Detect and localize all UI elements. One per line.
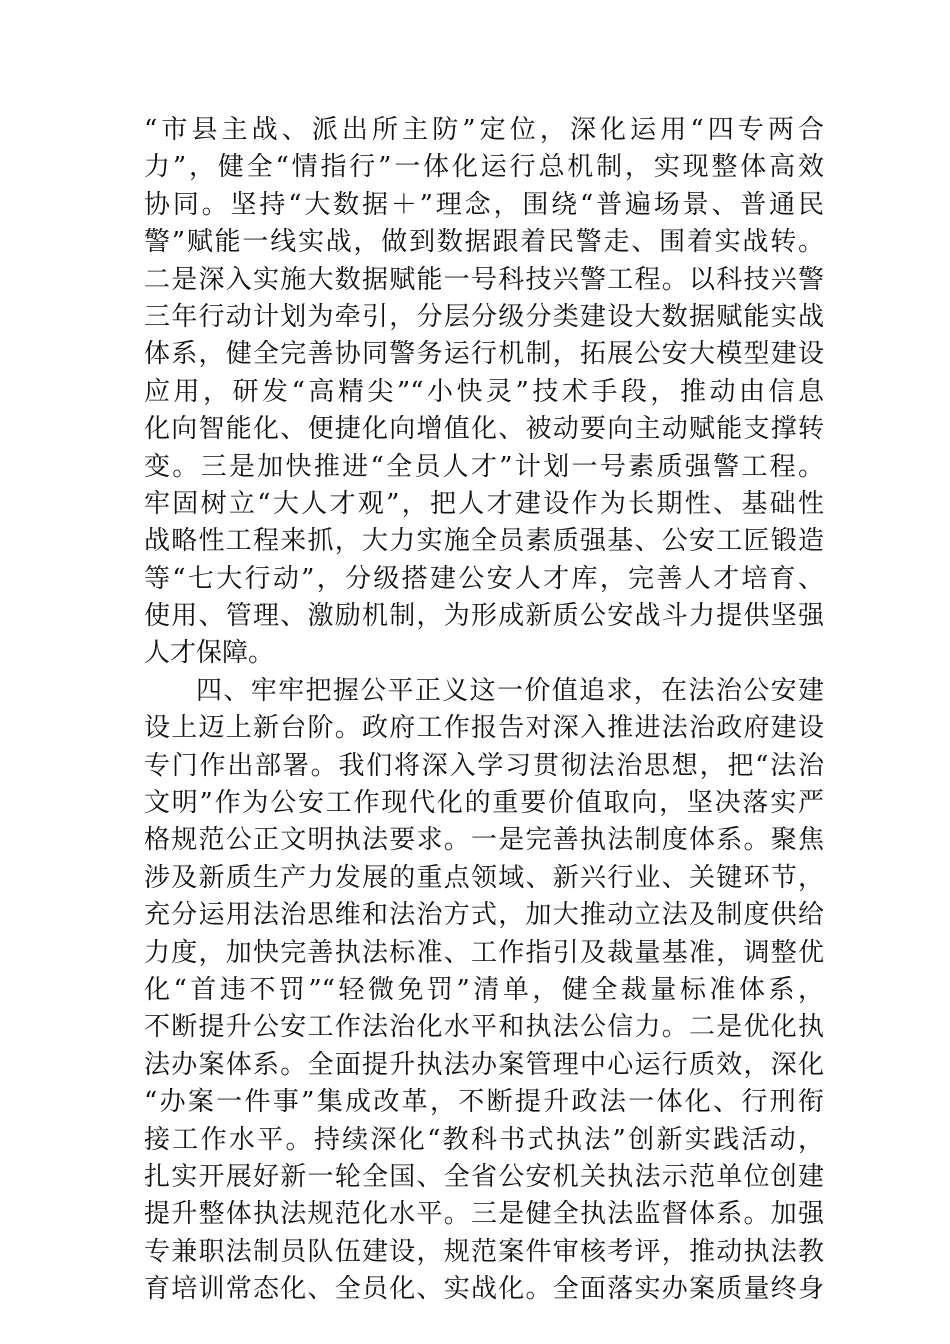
text-line: 接工作水平。持续深化“教科书式执法”创新实践活动，	[144, 1124, 824, 1155]
text-line: 涉及新质生产力发展的重点领域、新兴行业、关键环节，	[144, 862, 824, 893]
text-line: 应用，研发“高精尖”“小快灵”技术手段，推动由信息	[144, 376, 824, 407]
text-line: 化“首违不罚”“轻微免罚”清单，健全裁量标准体系，	[144, 974, 824, 1005]
text-line: 法办案体系。全面提升执法办案管理中心运行质效，深化	[144, 1049, 824, 1080]
text-line: 文明”作为公安工作现代化的重要价值取向，坚决落实严	[144, 788, 824, 819]
text-line: 牢固树立“大人才观”，把人才建设作为长期性、基础性	[144, 488, 824, 519]
text-line: 二是深入实施大数据赋能一号科技兴警工程。以科技兴警	[144, 264, 824, 295]
text-line: 充分运用法治思维和法治方式，加大推动立法及制度供给	[144, 900, 824, 931]
text-line: 力”，健全“情指行”一体化运行总机制，实现整体高效	[144, 152, 824, 183]
text-line: 三年行动计划为牵引，分层分级分类建设大数据赋能实战	[144, 301, 824, 332]
text-line: 提升整体执法规范化水平。三是健全执法监督体系。加强	[144, 1199, 824, 1230]
text-line: 化向智能化、便捷化向增值化、被动要向主动赋能支撑转	[144, 414, 824, 445]
text-line: “办案一件事”集成改革，不断提升政法一体化、行刑衔	[144, 1087, 824, 1118]
text-line: 使用、管理、激励机制，为形成新质公安战斗力提供坚强	[144, 601, 824, 632]
text-line: 专门作出部署。我们将深入学习贯彻法治思想，把“法治	[144, 750, 824, 781]
body-text	[144, 112, 824, 1309]
text-line: 设上迈上新台阶。政府工作报告对深入推进法治政府建设	[144, 713, 824, 744]
text-line: 扎实开展好新一轮全国、全省公安机关执法示范单位创建	[144, 1161, 824, 1192]
text-line: 力度，加快完善执法标准、工作指引及裁量基准，调整优	[144, 937, 824, 968]
paragraph-first-line: 四、牢牢把握公平正义这一价值追求，在法治公安建	[196, 675, 824, 706]
text-line: 警”赋能一线实战，做到数据跟着民警走、围着实战转。	[144, 227, 824, 258]
text-line: “市县主战、派出所主防”定位，深化运用“四专两合	[144, 115, 824, 145]
text-line: 人才保障。	[144, 638, 275, 669]
text-line: 体系，健全完善协同警务运行机制，拓展公安大模型建设	[144, 339, 824, 370]
text-line: 协同。坚持“大数据＋”理念，围绕“普遍场景、普通民	[144, 189, 824, 220]
text-line: 育培训常态化、全员化、实战化。全面落实办案质量终身	[144, 1274, 824, 1305]
text-line: 专兼职法制员队伍建设，规范案件审核考评，推动执法教	[144, 1236, 824, 1267]
text-line: 等“七大行动”，分级搭建公安人才库，完善人才培育、	[144, 563, 824, 594]
text-line: 变。三是加快推进“全员人才”计划一号素质强警工程。	[144, 451, 824, 482]
text-line: 格规范公正文明执法要求。一是完善执法制度体系。聚焦	[144, 825, 824, 856]
text-line: 战略性工程来抓，大力实施全员素质强基、公安工匠锻造	[144, 526, 824, 557]
text-line: 不断提升公安工作法治化水平和执法公信力。二是优化执	[144, 1012, 824, 1043]
